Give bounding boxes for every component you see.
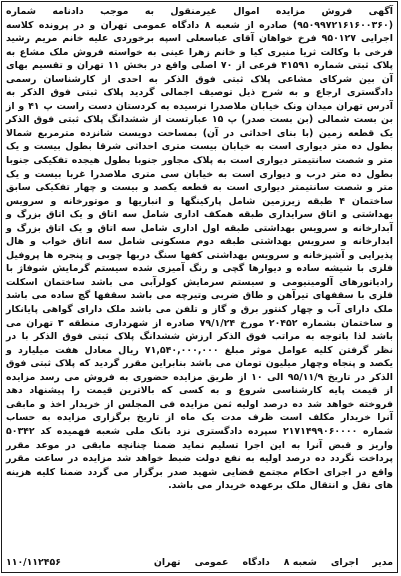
issuing-office — [154, 557, 393, 568]
office-word-4: دادگاه — [242, 557, 270, 568]
notice-footer — [6, 557, 393, 568]
office-word-2: اجرای — [330, 557, 359, 568]
notice-code: ۱۱۰/۱۱۲۴۵۶ — [6, 557, 61, 568]
office-word-3: شعبه ۸ — [283, 557, 317, 568]
auction-notice-text: آگهی فروش مزایده اموال غیرمنقول به موجب دادنامه شماره (۹۵۰۹۹۷۲۱۶۱۶۰۰۳۶۰) صادره از شعبه ۸ دادگاه عمومی تهران و در پرونده کلاسه اجرایی ۹۵۰۱۲۷ فرخ خواهان آقای عباسعلی اسپه برخوردی علیه خانم مریم رشید فرخی با وکالت ثریا منیری کیا و خانم زهرا عینی به خواسته فروش ملک مشاع به پلاک ثبتی شماره ۴۱۵۹۱ فرعی از ۷۰ اصلی واقع در بخش ۱۱ تهران و تقسیم بهای آن بین شرکای مشاعی پلاک ثبتی فوق الذکر به احدی از کارشناسان رسمی دادگستری ارجاع و به شرح ذیل توصیف اجمالی گردید پلاک ثبتی فوق الذکر به آدرس تهران میدان ونک خیابان ملاصدرا نرسیده به کردستان دست راست پ ۴۱ و از بن بست شمالی (بن بست صدر) پ ۱۵ عبارتست از ششدانگ پلاک ثبتی فوق الذکر یک قطعه زمین (با بنای احداثی در آن) بمساحت دویست شانزده مترمربع شمالا بطول ده متر دیواری است به خیابان بیست متری احداثی شرقا بطول بیست و یک متر و شصت سانتیمتر دیواری است به پلاک مجاور جنوبا بطول هیجده تفکیکی جنوبا بطول ده متر درب و دیواری است به خیابان سی متری ملاصدرا غربا بیست و یک متر و شصت سانتیمتر دیواری است به قطعه یکصد و بیست و چهار تفکیکی سابق ساختمان ۴ طبقه زیرزمین شامل پارکینگها و انباریها و موتورخانه و سرویس بهداشتی و اتاق سرایداری طبقه همکف اداری شامل سه اتاق و یک اتاق بزرگ و آبدارخانه و سرویس بهداشتی طبقه اول اداری شامل سه اتاق و یک اتاق بزرگ و ابدارخانه و سرویس بهداشتی طبقه دوم مسکونی شامل سه اتاق خواب و هال پذیرایی و آشپزخانه و سرویس بهداشتی کفها سنگ دربها چوبی و پنجره ها پروفیل فلزی با شیشه ساده و دیوارها گچی و رنگ آمیزی شده سیستم گرمایش شوفاژ با رادیاتورهای آلومینیومی و سیستم سرمایش کولرآبی می باشد ساختمان اسکلت فلزی با سقفهای تیرآهن و طاق ضربی وتیرچه می باشد سقفها گچ ساده می باشد ملک دارای آب و چهار کنتور برق و گاز و تلفن می باشد ملک دارای گواهی پایانکار و ساختمان بشماره ۲۰۴۵۲ مورخ ۷۹/۱/۲۴ صادره از شهرداری منطقه ۳ تهران می باشد لذا باتوجه به مراتب فوق الذکر ارزش ششدانگ پلاک ثبتی فوق الذکر با در نظر گرفتن کلیه عوامل موثر مبلغ ۷۱,۵۴۰,۰۰۰,۰۰۰ ریال معادل هفت میلیارد و یکصد و پنجاه وچهار میلیون تومان می باشد بنابراین مقرر گردید که پلاک ثبتی فوق الذکر در تاریخ ۹۵/۱۱/۹ الی ۱۰ از طریق مزایده حضوری به فروش می رسد مزایده از قیمت پایه کارشناسی شروع و به کسی که بالاترین قیمت را پیشنهاد دهد فروخته خواهد شد ده درصد اولیه ثمن مزایده فی المجلس از خریدار اخذ و مابقی آنرا خریدار مکلف است ظرف مدت یک ماه از تاریخ برگزاری مزایده به حساب شماره ۲۱۷۱۴۹۹۰۶۰۰۰۰ سپرده دادگستری نزد بانک ملی شعبه فهمیده کد ۵۰۳۴۲ واریز و قبض آنرا به این اجرا تسلیم نماید ضمنا چنانچه مابقی در موعد مقرر پرداخت نگردد ده درصد اولیه به نفع دولت ضبط خواهد شد مزایده در ساعت مقرر واقع در اجرای احکام مجتمع قضایی شهید صدر برگزار می گردد ضمنا کلیه هزینه های نقل و انتقال ملک برعهده خریدار می باشد. — [6, 6, 394, 492]
office-word-5: عمومی — [194, 557, 229, 568]
office-word-1: مدیر — [372, 557, 393, 568]
office-word-6: تهران — [153, 557, 181, 568]
advertisement-frame — [1, 1, 398, 573]
